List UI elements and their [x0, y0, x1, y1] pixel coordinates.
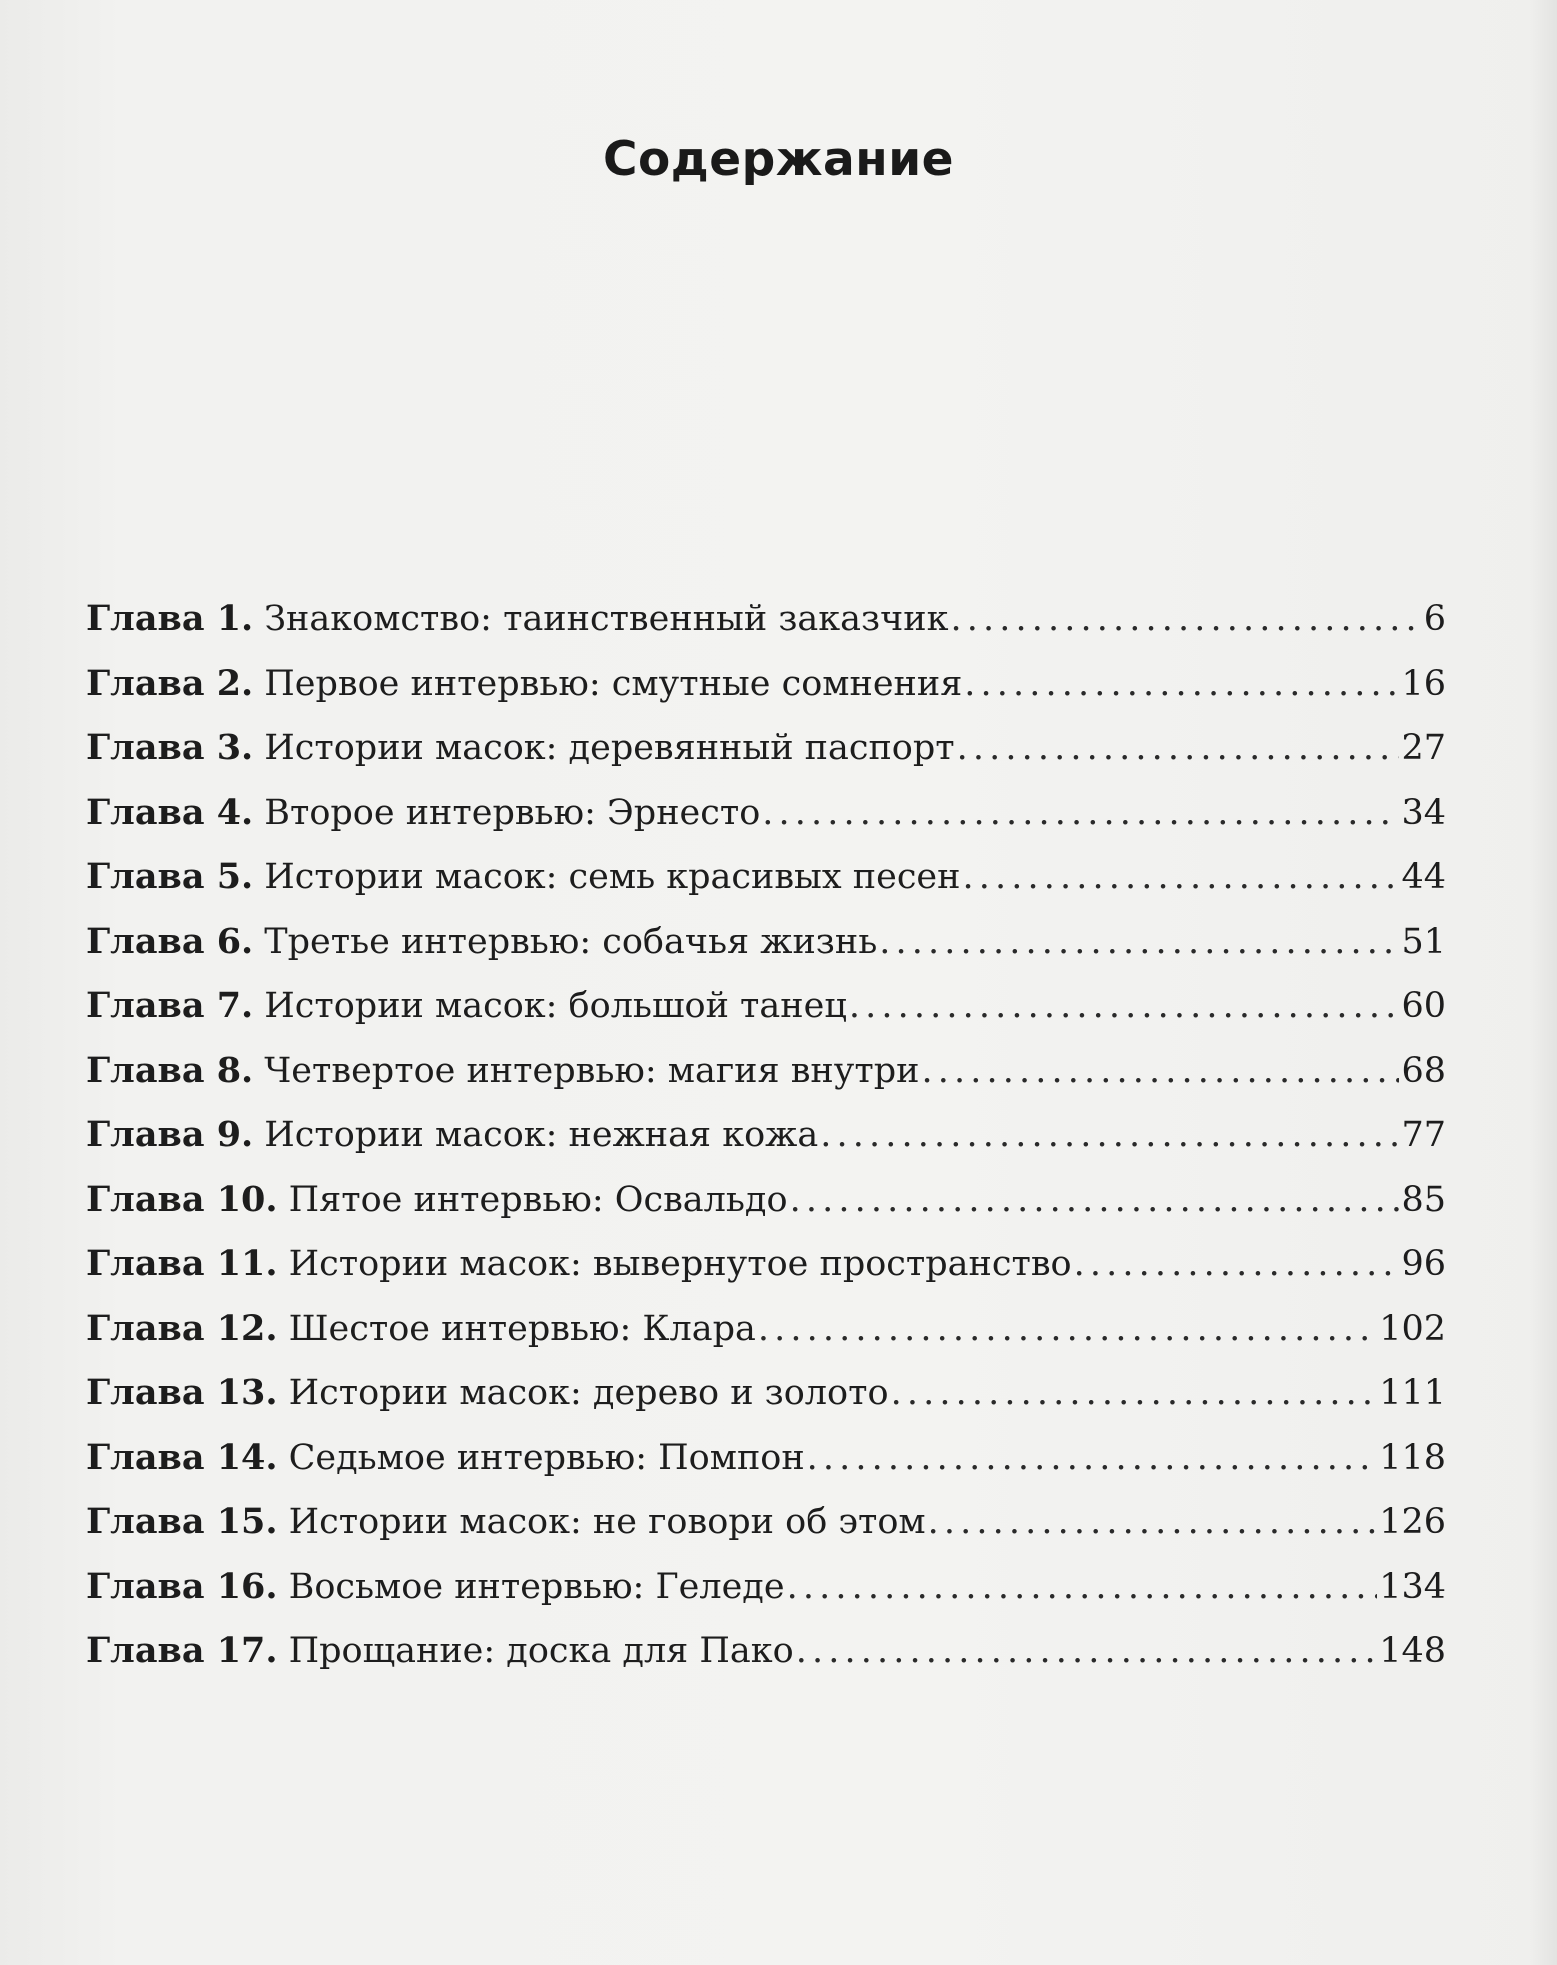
chapter-label: Глава 4.	[86, 791, 254, 833]
dot-leader	[796, 1619, 1377, 1683]
toc-entry	[86, 1297, 1446, 1362]
page-number: 77	[1401, 1115, 1446, 1155]
toc-entry	[86, 974, 1446, 1039]
chapter-title: Знакомство: таинственный заказчик	[264, 599, 949, 639]
table-of-contents	[86, 587, 1446, 1684]
page-number: 126	[1379, 1502, 1446, 1542]
dot-leader	[964, 652, 1399, 716]
chapter-title: Истории масок: большой танец	[264, 986, 847, 1026]
toc-entry	[86, 1426, 1446, 1491]
dot-leader	[950, 587, 1421, 651]
toc-entry	[86, 716, 1446, 781]
toc-entry	[86, 587, 1446, 652]
chapter-title: Пятое интервью: Освальдо	[288, 1179, 788, 1220]
chapter-title: Восьмое интервью: Геледе	[288, 1566, 785, 1607]
dot-leader	[762, 781, 1399, 845]
dot-leader	[1074, 1232, 1400, 1296]
page-number: 34	[1401, 792, 1446, 833]
toc-entry	[86, 1361, 1446, 1426]
dot-leader	[879, 910, 1399, 974]
chapter-label: Глава 14.	[86, 1436, 278, 1478]
toc-entry	[86, 1555, 1446, 1620]
chapter-title: Четвертое интервью: магия внутри	[264, 1050, 920, 1091]
page-number: 16	[1401, 663, 1446, 704]
dot-leader	[758, 1297, 1377, 1361]
dot-leader	[849, 974, 1400, 1038]
chapter-title: Шестое интервью: Клара	[288, 1308, 756, 1349]
chapter-label: Глава 2.	[86, 662, 254, 704]
page-number: 118	[1379, 1437, 1446, 1478]
dot-leader	[957, 716, 1400, 780]
toc-entry	[86, 1103, 1446, 1168]
chapter-label: Глава 11.	[86, 1243, 278, 1284]
chapter-title: Первое интервью: смутные сомнения	[264, 663, 963, 704]
chapter-label: Глава 7.	[86, 985, 254, 1026]
toc-entry	[86, 845, 1446, 910]
page-number: 96	[1401, 1244, 1446, 1284]
toc-entry	[86, 1490, 1446, 1555]
dot-leader	[790, 1168, 1400, 1232]
chapter-label: Глава 3.	[86, 727, 254, 768]
toc-entry	[86, 652, 1446, 717]
page-number: 85	[1401, 1179, 1446, 1220]
chapter-label: Глава 16.	[86, 1565, 278, 1607]
page-title: Содержание	[602, 132, 955, 187]
chapter-label: Глава 12.	[86, 1307, 278, 1349]
chapter-label: Глава 8.	[86, 1049, 254, 1091]
dot-leader	[820, 1103, 1399, 1167]
chapter-title: Истории масок: дерево и золото	[288, 1373, 889, 1413]
page-number: 111	[1379, 1373, 1446, 1413]
page-number: 6	[1423, 599, 1446, 639]
page-number: 27	[1401, 728, 1446, 768]
chapter-label: Глава 15.	[86, 1501, 278, 1542]
chapter-title: Истории масок: семь красивых песен	[264, 857, 961, 897]
chapter-title: Третье интервью: собачья жизнь	[264, 921, 878, 962]
page-number: 148	[1379, 1631, 1446, 1671]
chapter-label: Глава 6.	[86, 920, 254, 962]
chapter-label: Глава 1.	[86, 598, 254, 639]
toc-entry	[86, 781, 1446, 846]
page-number: 102	[1379, 1308, 1446, 1349]
page-edge-shadow	[1529, 0, 1557, 1965]
chapter-title: Истории масок: вывернутое пространство	[288, 1244, 1072, 1284]
chapter-title: Второе интервью: Эрнесто	[264, 792, 761, 833]
chapter-label: Глава 10.	[86, 1178, 278, 1220]
chapter-title: Истории масок: не говори об этом	[288, 1502, 926, 1542]
dot-leader	[928, 1490, 1378, 1554]
toc-entry	[86, 1232, 1446, 1297]
chapter-label: Глава 17.	[86, 1630, 278, 1671]
dot-leader	[891, 1361, 1378, 1425]
dot-leader	[807, 1426, 1378, 1490]
page-number: 134	[1379, 1566, 1446, 1607]
chapter-title: Истории масок: нежная кожа	[264, 1115, 819, 1155]
page-number: 51	[1401, 921, 1446, 962]
chapter-label: Глава 5.	[86, 856, 254, 897]
chapter-title: Прощание: доска для Пако	[288, 1631, 794, 1671]
toc-entry	[86, 1039, 1446, 1104]
chapter-label: Глава 9.	[86, 1114, 254, 1155]
chapter-label: Глава 13.	[86, 1372, 278, 1413]
page-number: 60	[1401, 986, 1446, 1026]
dot-leader	[962, 845, 1399, 909]
dot-leader	[787, 1555, 1378, 1619]
chapter-title: Истории масок: деревянный паспорт	[264, 728, 955, 768]
toc-entry	[86, 1619, 1446, 1684]
page-number: 68	[1401, 1050, 1446, 1091]
chapter-title: Седьмое интервью: Помпон	[288, 1437, 805, 1478]
page-number: 44	[1401, 857, 1446, 897]
toc-entry	[86, 1168, 1446, 1233]
toc-entry	[86, 910, 1446, 975]
dot-leader	[921, 1039, 1399, 1103]
